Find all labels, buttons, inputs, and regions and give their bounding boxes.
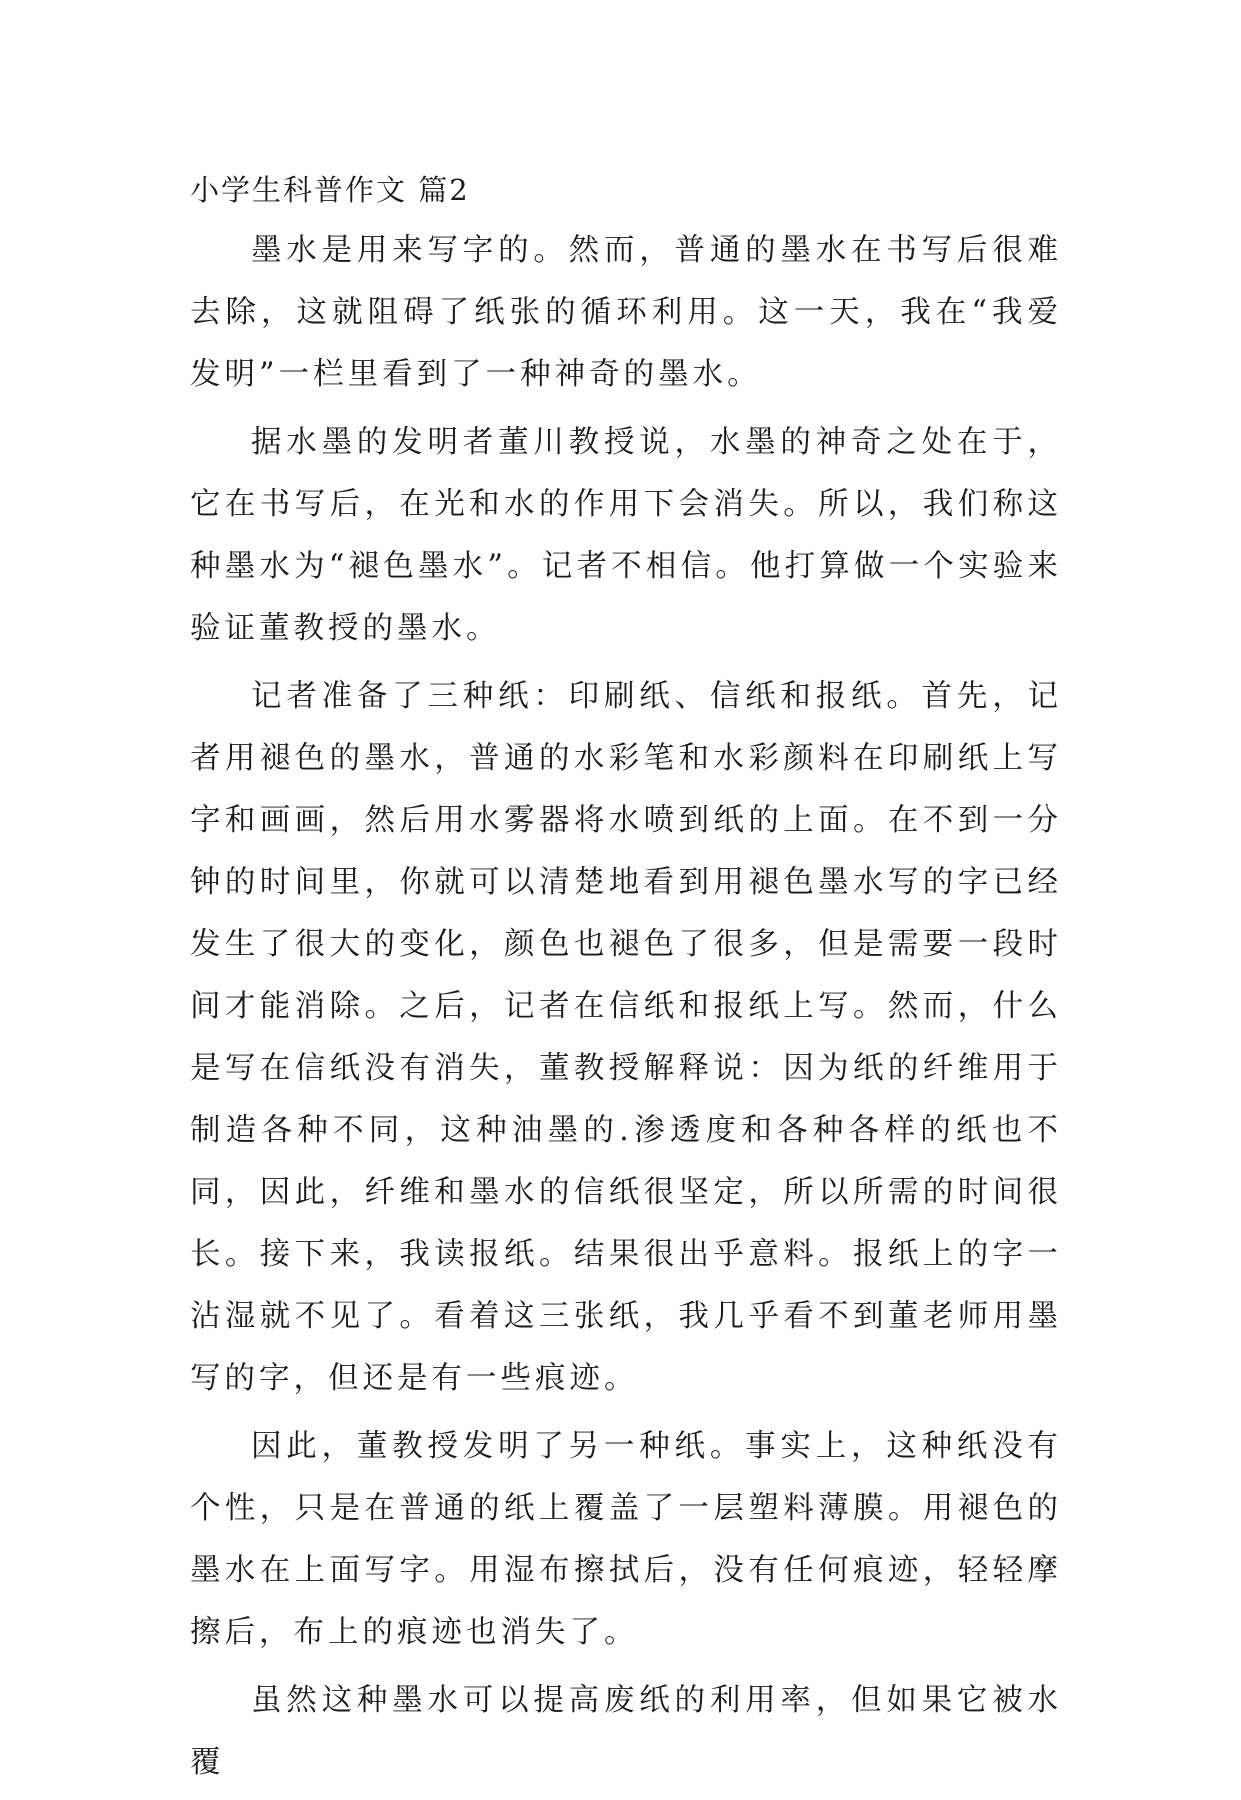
paragraph-3: 记者准备了三种纸：印刷纸、信纸和报纸。首先，记者用褪色的墨水，普通的水彩笔和水彩颜料在印刷纸上写字和画画，然后用水雾器将水喷到纸的上面。在不到一分钟的时间里，你就可以清楚地看到用褪色墨水写的字已经发生了很大的变化，颜色也褪色了很多，但是需要一段时间才能消除。之后，记者在信纸和报纸上写。然而，什么是写在信纸没有消失，董教授解释说：因为纸的纤维用于制造各种不同，这种油墨的.渗透度和各种各样的纸也不同，因此，纤维和墨水的信纸很坚定，所以所需的时间很长。接下来，我读报纸。结果很出乎意料。报纸上的字一沾湿就不见了。看着这三张纸，我几乎看不到董老师用墨写的字，但还是有一些痕迹。 [190,679,1062,1396]
paragraph-5: 虽然这种墨水可以提高废纸的利用率，但如果它被水覆 [190,1683,1062,1780]
document-page [190,168,1062,1800]
document-title: 小学生科普作文 篇2 [190,173,470,207]
paragraph-1: 墨水是用来写字的。然而，普通的墨水在书写后很难去除，这就阻碍了纸张的循环利用。这一天，我在“我爱发明”一栏里看到了一种神奇的墨水。 [190,233,1062,392]
paragraph-2: 据水墨的发明者董川教授说，水墨的神奇之处在于，它在书写后，在光和水的作用下会消失。所以，我们称这种墨水为“褪色墨水”。记者不相信。他打算做一个实验来验证董教授的墨水。 [190,425,1062,646]
paragraph-4: 因此，董教授发明了另一种纸。事实上，这种纸没有个性，只是在普通的纸上覆盖了一层塑料薄膜。用褪色的墨水在上面写字。用湿布擦拭后，没有任何痕迹，轻轻摩擦后，布上的痕迹也消失了。 [190,1429,1062,1650]
